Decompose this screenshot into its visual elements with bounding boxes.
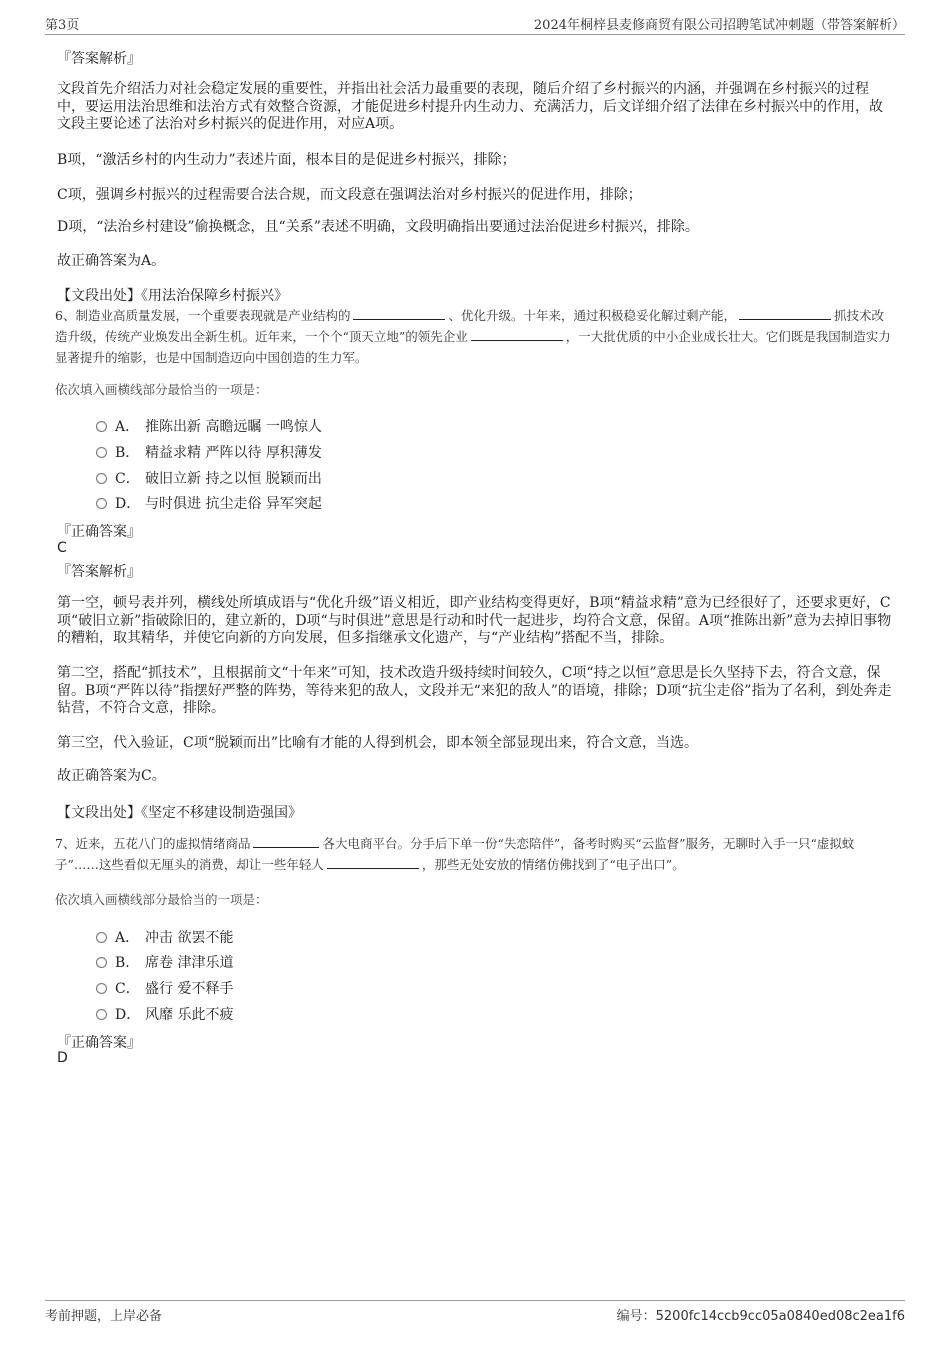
q7-option-d[interactable]: D． 风靡 乐此不疲 (96, 1004, 233, 1022)
q6-blank-3 (471, 328, 563, 341)
footer-code-label: 编号： (616, 1309, 656, 1324)
q6-option-a[interactable]: A． 推陈出新 高瞻远瞩 一鸣惊人 (96, 416, 322, 434)
q6-analysis-paragraph-1: 第一空，顿号表并列，横线处所填成语与“优化升级”语义相近，即产业结构变得更好，B项“精益求精”意为已经很好了，还要求更好，C项“破旧立新”指破除旧的，建立新的，D项“与时俱进”意思是行动和时代一起进步，均符合文意，保留。A项“推陈出新”意为去掉旧事物的糟粕，取其精华，并使它向新的方向发展，但多指继承文化遗产，与“产业结构”搭配不当，排除。 (57, 595, 892, 646)
q6-stem-part-3: 抓技术改造升级，传统产业焕发出全新生机。近年来，一个个“顶天立地”的领先企业 (55, 308, 884, 344)
q6-source: 【文段出处】《坚定不移建设制造强国》 (57, 805, 302, 821)
q7-correct-answer: D (57, 1050, 68, 1066)
q7-stem-part-1: 7、近来，五花八门的虚拟情绪商品 (55, 836, 251, 851)
q6-instruction: 依次填入画横线部分最恰当的一项是： (55, 382, 268, 397)
q6-option-c[interactable]: C． 破旧立新 持之以恒 脱颖而出 (96, 468, 322, 486)
q6-blank-1 (353, 307, 445, 320)
radio-icon[interactable] (96, 498, 107, 509)
q7-option-b[interactable]: B． 席卷 津津乐道 (96, 952, 233, 970)
q6-analysis-paragraph-3: 第三空，代入验证，C项“脱颖而出”比喻有才能的人得到机会，即本领全部显现出来，符合文意，当选。 (57, 735, 699, 751)
footer-code-value: 5200fc14ccb9cc05a0840ed08c2ea1f6 (655, 1309, 905, 1324)
q5-analysis-paragraph-4: D项，“法治乡村建设”偷换概念，且“关系”表述不明确，文段明确指出要通过法治促进乡村振兴，排除。 (57, 219, 699, 235)
q6-conclusion: 故正确答案为C。 (57, 768, 166, 784)
footer-slogan: 考前押题，上岸必备 (45, 1309, 163, 1324)
q7-stem-part-2: 各大电商平台。分手后下单一份“失恋陪伴”，备考时购买“云监督”服务，无聊时入手一只“虚拟蚊子”……这些看似无厘头的消费，却让一些年轻人 (55, 836, 855, 872)
q5-source: 【文段出处】《用法治保障乡村振兴》 (57, 288, 288, 304)
q5-analysis-paragraph-2: B项，“激活乡村的内生动力”表述片面，根本目的是促进乡村振兴，排除； (57, 152, 516, 168)
q7-stem (55, 833, 895, 875)
radio-icon[interactable] (96, 473, 107, 484)
q5-conclusion: 故正确答案为A。 (57, 253, 166, 269)
q5-analysis-label: 『答案解析』 (57, 51, 141, 67)
document-title: 2024年桐梓县麦修商贸有限公司招聘笔试冲刺题（带答案解析） (533, 18, 905, 33)
q5-analysis-paragraph-3: C项，强调乡村振兴的过程需要合法合规，而文段意在强调法治对乡村振兴的促进作用，排除； (57, 187, 642, 203)
q7-blank-2 (327, 856, 419, 869)
q5-analysis-paragraph-1: 文段首先介绍活力对社会稳定发展的重要性，并指出社会活力最重要的表现，随后介绍了乡村振兴的内涵，并强调在乡村振兴的过程中，要运用法治思维和法治方式有效整合资源，才能促进乡村提升内生动力、充满活力，后文详细介绍了法律在乡村振兴中的作用，故文段主要论述了法治对乡村振兴的促进作用，对应A项。 (57, 81, 883, 132)
radio-icon[interactable] (96, 957, 107, 968)
q7-stem-part-3: ，那些无处安放的情绪仿佛找到了“电子出口”。 (421, 857, 685, 872)
q6-stem-part-2: 、优化升级。十年来，通过积极稳妥化解过剩产能， (448, 308, 736, 323)
q7-blank-1 (253, 835, 319, 848)
q6-option-b[interactable]: B． 精益求精 严阵以待 厚积薄发 (96, 442, 322, 460)
q6-analysis-label: 『答案解析』 (57, 564, 141, 580)
q6-stem-part-4: ，一大批优质的中小企业成长壮大。它们既是我国制造实力显著提升的缩影，也是中国制造迈向中国创造的生力军。 (55, 329, 891, 365)
q6-stem (55, 305, 895, 368)
q7-correct-label: 『正确答案』 (57, 1035, 141, 1051)
q6-blank-2 (739, 307, 831, 320)
q7-instruction: 依次填入画横线部分最恰当的一项是： (55, 892, 268, 907)
page-number: 第3页 (45, 18, 80, 33)
q7-option-c[interactable]: C． 盛行 爱不释手 (96, 978, 233, 996)
radio-icon[interactable] (96, 421, 107, 432)
radio-icon[interactable] (96, 983, 107, 994)
radio-icon[interactable] (96, 1009, 107, 1020)
page-header (45, 14, 905, 35)
footer-code (617, 1305, 905, 1324)
q6-correct-answer: C (57, 540, 67, 556)
radio-icon[interactable] (96, 932, 107, 943)
q6-stem-part-1: 6、制造业高质量发展，一个重要表现就是产业结构的 (55, 308, 351, 323)
radio-icon[interactable] (96, 447, 107, 458)
q6-correct-label: 『正确答案』 (57, 524, 141, 540)
q6-option-d[interactable]: D． 与时俱进 抗尘走俗 异军突起 (96, 493, 322, 511)
q6-analysis-paragraph-2: 第二空，搭配“抓技术”，且根据前文“十年来”可知，技术改造升级持续时间较久，C项“持之以恒”意思是长久坚持下去，符合文意，保留。B项“严阵以待”指摆好严整的阵势，等待来犯的敌人，文段并无“来犯的敌人”的语境，排除；D项“抗尘走俗”指为了名利，到处奔走钻营，不符合文意，排除。 (57, 665, 892, 716)
page-footer (45, 1300, 905, 1325)
q7-option-a[interactable]: A． 冲击 欲罢不能 (96, 927, 233, 945)
